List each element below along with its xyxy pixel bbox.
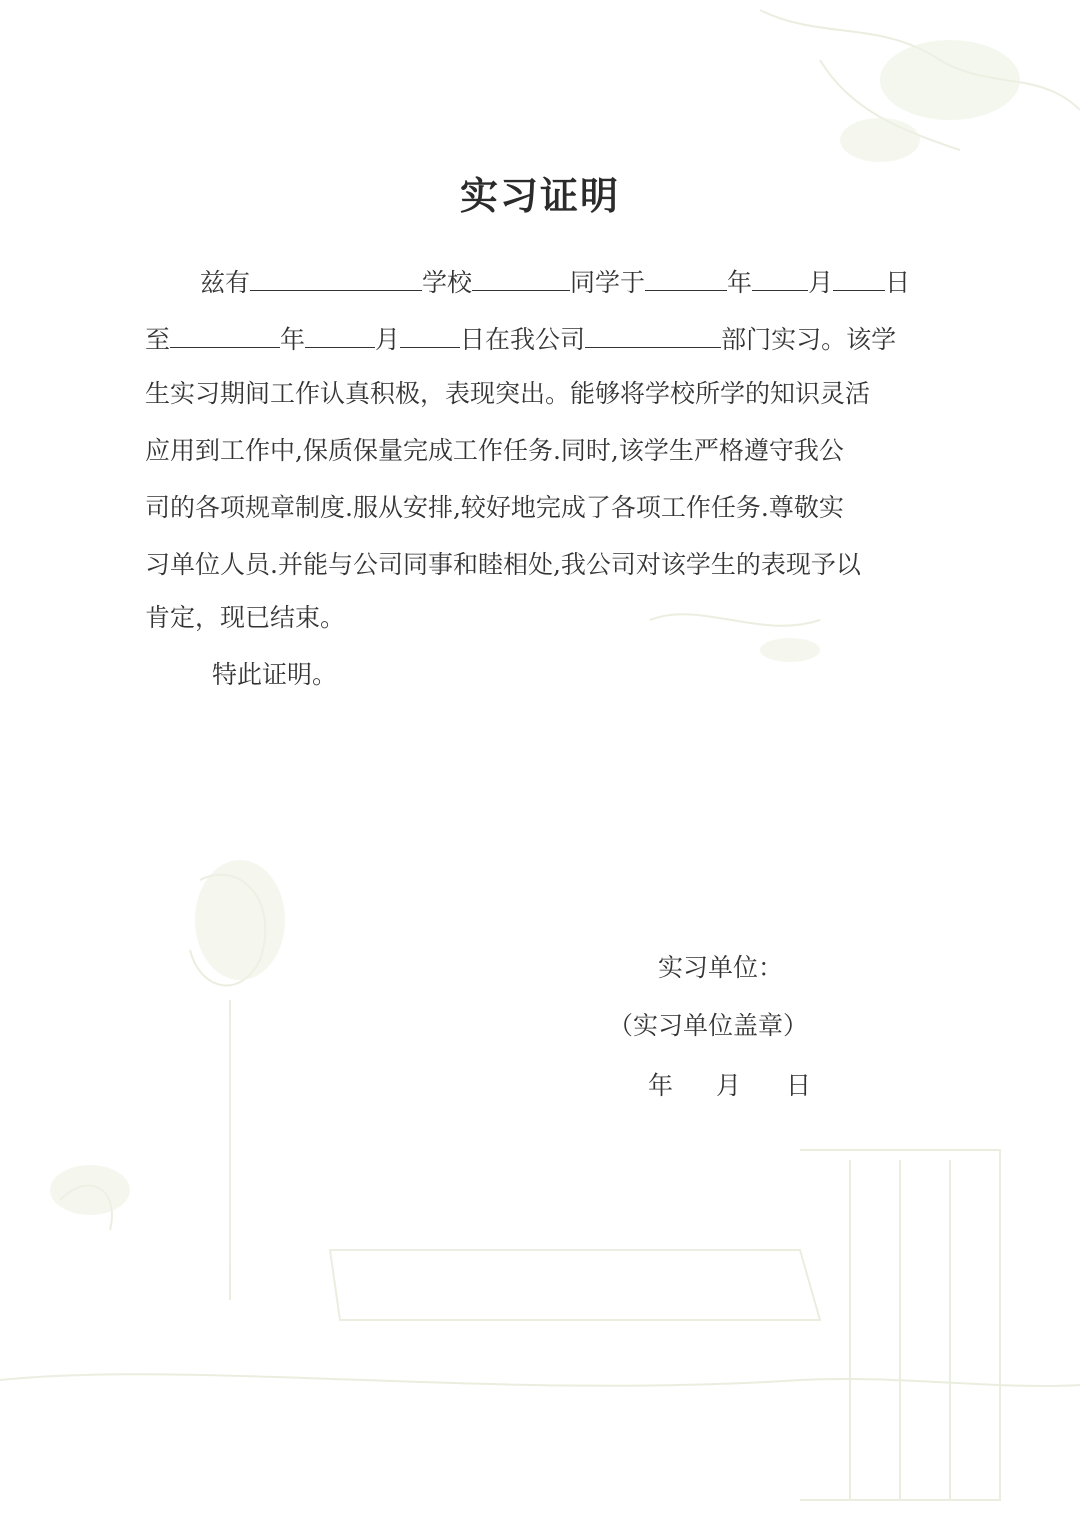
- end-month-blank: [305, 319, 375, 348]
- text-year: 年: [727, 268, 753, 297]
- signature-day: 日: [786, 1071, 812, 1100]
- signature-year: 年: [648, 1071, 674, 1100]
- text-prefix: 兹有: [200, 268, 251, 297]
- text-year: 年: [280, 325, 306, 354]
- document-title: 实习证明: [459, 173, 620, 218]
- text-classmate-from: 同学于: [570, 268, 646, 297]
- body-line-1: [200, 262, 910, 298]
- signature-month: 月: [716, 1071, 742, 1100]
- text-month: 月: [375, 325, 401, 354]
- closing-text: 特此证明。: [212, 660, 338, 689]
- department-blank: [585, 319, 721, 348]
- internship-unit-label: 实习单位：: [658, 953, 784, 982]
- body-line-6: 习单位人员.并能与公司同事和睦相处,我公司对该学生的表现予以: [145, 550, 861, 579]
- text-day-in-company: 日在我公司: [460, 325, 586, 354]
- start-month-blank: [752, 262, 808, 291]
- school-name-blank: [250, 262, 422, 291]
- body-line-5: 司的各项规章制度.服从安排,较好地完成了各项工作任务.尊敬实: [145, 493, 844, 522]
- body-line-7: 肯定，现已结束。: [145, 603, 346, 632]
- body-line-2: [145, 319, 896, 355]
- text-month: 月: [808, 268, 834, 297]
- start-day-blank: [833, 262, 885, 291]
- end-year-blank: [170, 319, 280, 348]
- text-dept-tail: 部门实习。该学: [721, 325, 897, 354]
- unit-seal-label: （实习单位盖章）: [608, 1011, 809, 1040]
- start-year-blank: [645, 262, 727, 291]
- text-school: 学校: [422, 268, 473, 297]
- text-day: 日: [885, 268, 911, 297]
- end-day-blank: [400, 319, 460, 348]
- body-line-3: 生实习期间工作认真积极，表现突出。能够将学校所学的知识灵活: [145, 379, 871, 408]
- body-line-4: 应用到工作中,保质保量完成工作任务.同时,该学生严格遵守我公: [145, 436, 844, 465]
- text-to: 至: [145, 325, 171, 354]
- student-name-blank: [472, 262, 570, 291]
